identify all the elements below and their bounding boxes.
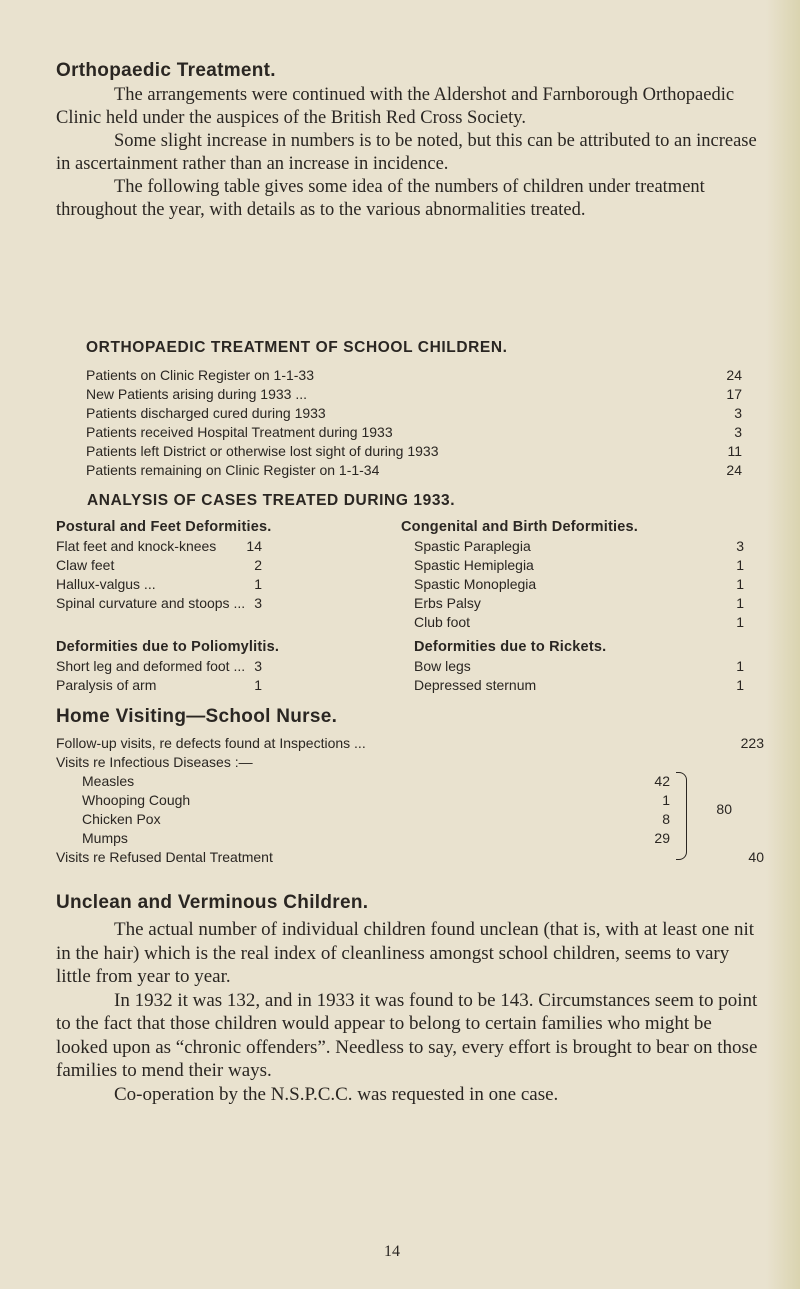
list-item-value: 1 <box>736 658 744 674</box>
list-item-label: Depressed sternum <box>414 677 537 693</box>
list-item-label: Spastic Hemiplegia <box>414 557 534 573</box>
followup-value: 223 <box>740 735 764 751</box>
list-item-value: 1 <box>736 557 744 573</box>
diseases-total: 80 <box>716 801 732 817</box>
unclean-paragraphs <box>56 918 768 1106</box>
list-item-value: 1 <box>254 576 262 592</box>
postural-heading: Postural and Feet Deformities. <box>56 519 272 535</box>
list-item-label: Bow legs <box>414 658 471 674</box>
table-row-value: 24 <box>726 462 742 478</box>
list-item-value: 1 <box>736 614 744 630</box>
page-number: 14 <box>384 1243 400 1260</box>
brace-bracket <box>676 772 687 860</box>
table-row-label: Patients received Hospital Treatment during 1933 <box>86 424 393 440</box>
infectious-label: Visits re Infectious Diseases :— <box>56 754 253 770</box>
disease-label: Mumps <box>82 830 128 846</box>
table-row-value: 24 <box>726 367 742 383</box>
list-item-label: Hallux-valgus ... <box>56 576 156 592</box>
table-row-label: Patients remaining on Clinic Register on 1-1-34 <box>86 462 380 478</box>
list-item-label: Short leg and deformed foot ... <box>56 658 246 674</box>
list-item-value: 3 <box>736 538 744 554</box>
home-visiting-heading: Home Visiting—School Nurse. <box>56 706 338 727</box>
disease-value: 1 <box>662 792 670 808</box>
disease-label: Measles <box>82 773 135 789</box>
page-edge-shading <box>766 0 800 1289</box>
list-item-value: 1 <box>254 677 262 693</box>
table-row-value: 17 <box>726 386 742 402</box>
list-item-label: Spastic Monoplegia <box>414 576 537 592</box>
unclean-heading: Unclean and Verminous Children. <box>56 892 369 913</box>
followup-label: Follow-up visits, re defects found at Inspections ... <box>56 735 366 751</box>
table-row-value: 3 <box>734 424 742 440</box>
list-item-label: Claw feet <box>56 557 115 573</box>
list-item-value: 1 <box>736 595 744 611</box>
disease-value: 8 <box>662 811 670 827</box>
disease-value: 42 <box>654 773 670 789</box>
analysis-title: ANALYSIS OF CASES TREATED DURING 1933. <box>87 492 456 509</box>
paragraph: The actual number of individual children found unclean (that is, with at least one nit in the hair) which is the real index of cleanliness amongst school children, seems to vary little from year to year. <box>56 919 755 987</box>
intro-paragraphs <box>56 84 768 222</box>
paragraph: The arrangements were continued with the Aldershot and Farnborough Orthopaedic Clinic held under the auspices of the British Red Cross Society. <box>56 85 735 128</box>
table-title: ORTHOPAEDIC TREATMENT OF SCHOOL CHILDREN. <box>86 339 508 356</box>
rickets-heading: Deformities due to Rickets. <box>414 639 607 655</box>
dental-label: Visits re Refused Dental Treatment <box>56 849 273 865</box>
section-heading-orthopaedic: Orthopaedic Treatment. <box>56 60 276 81</box>
list-item-value: 3 <box>254 658 262 674</box>
list-item-value: 1 <box>736 677 744 693</box>
table-row-label: Patients on Clinic Register on 1-1-33 <box>86 367 315 383</box>
table-row-value: 11 <box>727 443 742 459</box>
list-item-value: 1 <box>736 576 744 592</box>
list-item-value: 14 <box>246 538 262 554</box>
paragraph: The following table gives some idea of the numbers of children under treatment throughout the year, with details as to the various abnormalities treated. <box>56 177 705 220</box>
list-item-label: Erbs Palsy <box>414 595 481 611</box>
table-row-label: Patients discharged cured during 1933 <box>86 405 326 421</box>
table-row-value: 3 <box>734 405 742 421</box>
list-item-label: Spastic Paraplegia <box>414 538 531 554</box>
list-item-label: Club foot <box>414 614 471 630</box>
list-item-value: 3 <box>254 595 262 611</box>
polio-heading: Deformities due to Poliomylitis. <box>56 639 280 655</box>
disease-value: 29 <box>654 830 670 846</box>
congenital-heading: Congenital and Birth Deformities. <box>401 519 639 535</box>
list-item-label: Flat feet and knock-knees <box>56 538 217 554</box>
dental-value: 40 <box>748 849 764 865</box>
table-row-label: Patients left District or otherwise lost sight of during 1933 <box>86 443 439 459</box>
table-row-label: New Patients arising during 1933 ... <box>86 386 308 402</box>
paragraph: In 1932 it was 132, and in 1933 it was found to be 143. Circumstances seem to point to the fact that those children would appear to belong to certain families who might be looked upon as “chronic offenders”. Needless to say, every effort is brought to bear on those families to mend their ways. <box>56 989 758 1081</box>
list-item-label: Spinal curvature and stoops ... <box>56 595 246 611</box>
disease-label: Chicken Pox <box>82 811 161 827</box>
paragraph: Co-operation by the N.S.P.C.C. was requested in one case. <box>114 1083 559 1105</box>
list-item-value: 2 <box>254 557 262 573</box>
disease-label: Whooping Cough <box>82 792 191 808</box>
list-item-label: Paralysis of arm <box>56 677 157 693</box>
paragraph: Some slight increase in numbers is to be noted, but this can be attributed to an increase in ascertainment rather than an increase in incidence. <box>56 131 757 174</box>
